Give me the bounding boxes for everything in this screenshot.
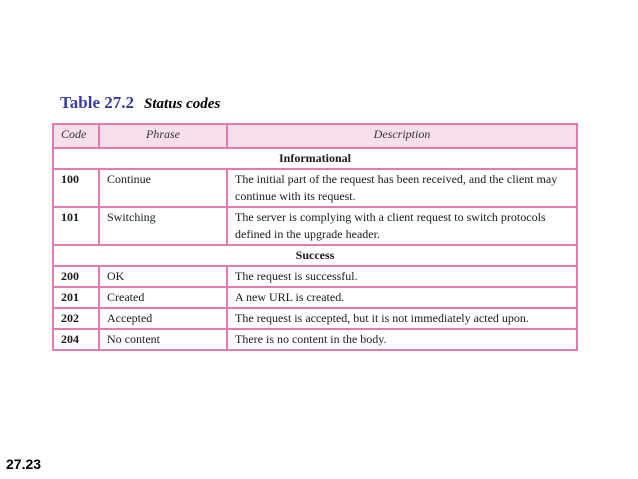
section-row-informational: [53, 148, 577, 169]
header-phrase: Phrase: [99, 124, 227, 148]
table-row: [53, 266, 577, 287]
section-label: Informational: [53, 148, 577, 169]
table-row: [53, 169, 577, 207]
slide-number: 27.23: [6, 456, 42, 472]
status-phrase: Created: [99, 287, 227, 308]
status-description: The request is accepted, but it is not immediately acted upon.: [227, 308, 577, 329]
status-code: 202: [53, 308, 99, 329]
table-row: [53, 287, 577, 308]
table-row: [53, 207, 577, 245]
status-code: 101: [53, 207, 99, 245]
status-phrase: Accepted: [99, 308, 227, 329]
status-code: 204: [53, 329, 99, 350]
status-description: There is no content in the body.: [227, 329, 577, 350]
table-caption: [60, 93, 220, 114]
status-phrase: OK: [99, 266, 227, 287]
status-phrase: Switching: [99, 207, 227, 245]
status-code: 201: [53, 287, 99, 308]
status-codes-table: [52, 123, 578, 351]
section-label: Success: [53, 245, 577, 266]
header-code: Code: [53, 124, 99, 148]
status-phrase: Continue: [99, 169, 227, 207]
table-row: [53, 308, 577, 329]
header-description: Description: [227, 124, 577, 148]
table-header-row: [53, 124, 577, 148]
status-description: A new URL is created.: [227, 287, 577, 308]
table-number: Table 27.2: [60, 93, 135, 112]
status-description: The request is successful.: [227, 266, 577, 287]
status-description: The server is complying with a client request to switch protocols defined in the upgrade header.: [227, 207, 577, 245]
table-row: [53, 329, 577, 350]
status-phrase: No content: [99, 329, 227, 350]
section-row-success: [53, 245, 577, 266]
status-code: 100: [53, 169, 99, 207]
status-code: 200: [53, 266, 99, 287]
table-title: Status codes: [144, 96, 221, 112]
status-description: The initial part of the request has been received, and the client may continue with its request.: [227, 169, 577, 207]
